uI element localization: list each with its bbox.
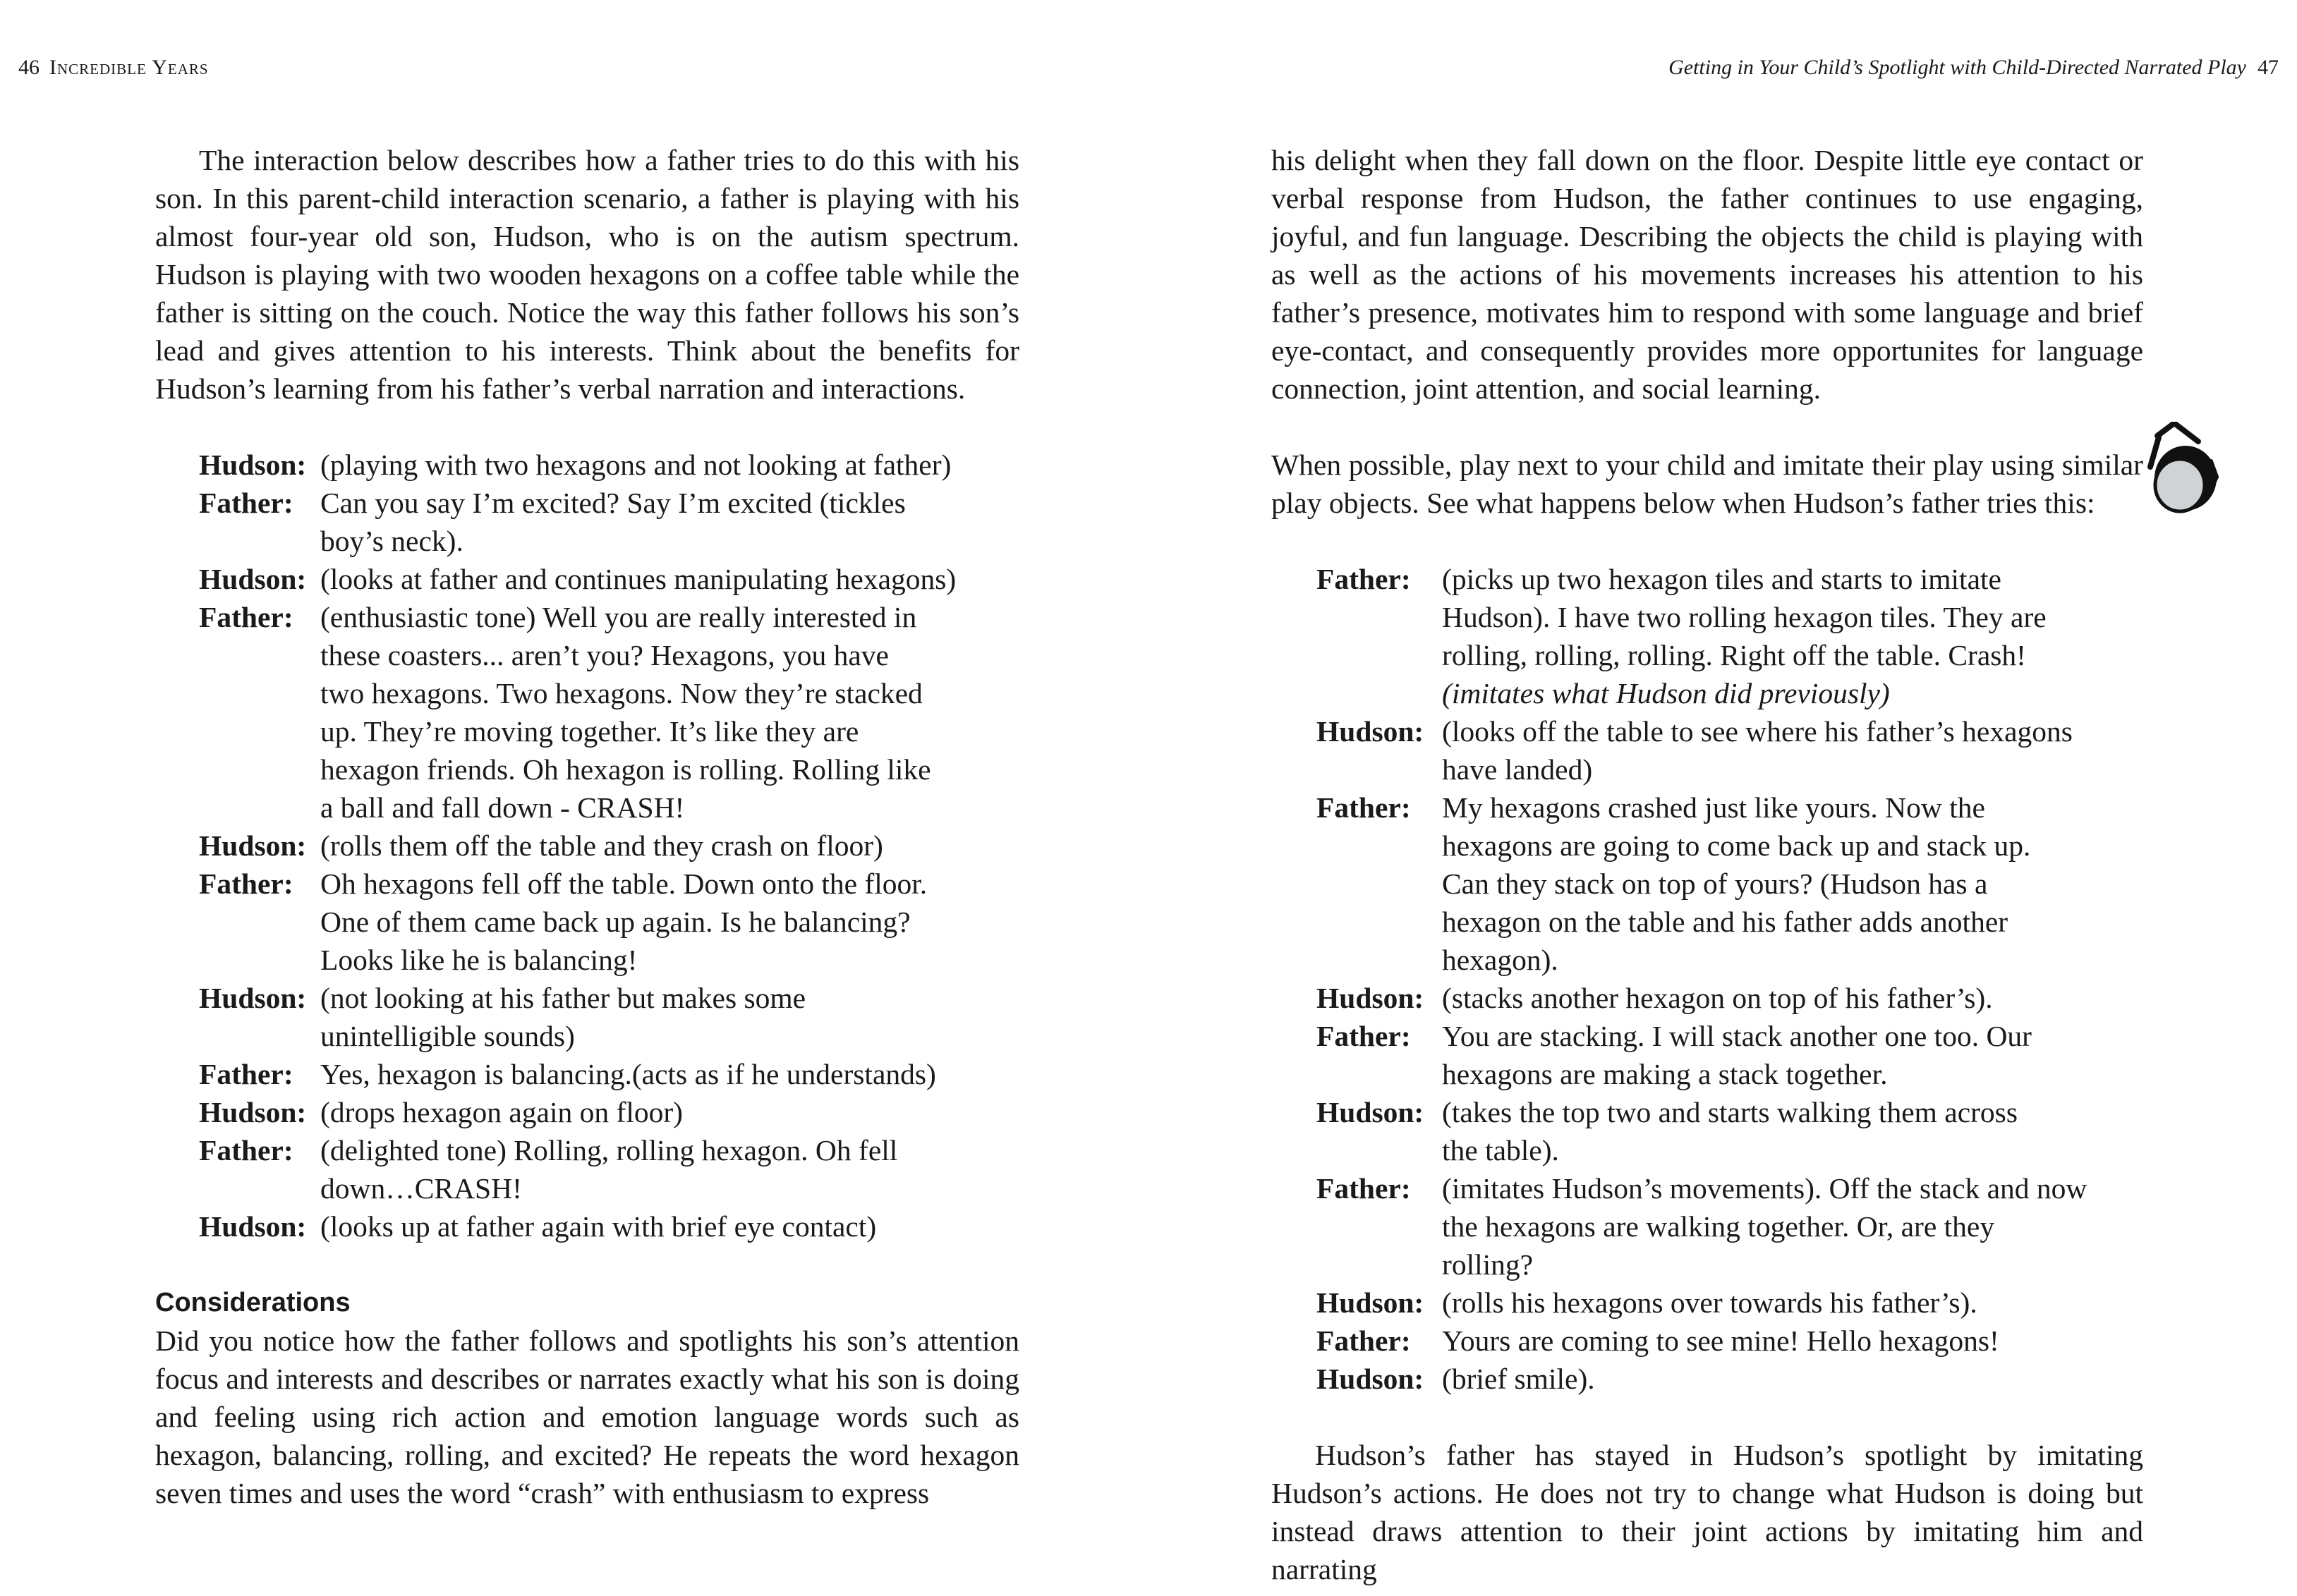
- speaker-label: Hudson:: [199, 1096, 307, 1128]
- dialogue-line: [199, 1131, 996, 1207]
- speech-text: (not looking at his father but makes some unintelligible sounds): [320, 982, 806, 1052]
- dialogue-line: [199, 560, 996, 598]
- considerations-paragraph: Did you notice how the father follows and spotlights his son’s attention focus and interests and describes or narrates exactly what his son is doing and feeling using rich action and emotion language words such as hexagon, balancing, rolling, and excited? He repeats the word hexagon seven times and uses the word “crash” with enthusiasm to express: [155, 1324, 1019, 1509]
- speaker-label: Hudson:: [199, 449, 307, 481]
- speaker-label: Father:: [1316, 563, 1411, 595]
- speaker-label: Father:: [199, 601, 293, 633]
- dialogue-line: [1316, 979, 2121, 1017]
- speaker-label: Hudson:: [1316, 1363, 1424, 1395]
- dialogue-line: [1316, 788, 2121, 979]
- speech-text: [1442, 560, 2121, 712]
- speech-text: (looks at father and continues manipulating hexagons): [320, 563, 957, 595]
- speaker-label: Father:: [199, 867, 293, 900]
- speech-main: (picks up two hexagon tiles and starts to imitate Hudson). I have two rolling hexagon tiles. They are rolling, rolling, rolling. Right off the table. Crash!: [1442, 563, 2047, 671]
- speech-text: (looks up at father again with brief eye contact): [320, 1210, 877, 1243]
- chapter-title: Getting in Your Child’s Spotlight with Child-Directed Narrated Play: [1668, 56, 2246, 79]
- left-page: [0, 0, 1148, 1596]
- dialogue-line: [199, 484, 996, 560]
- speaker-label: Hudson:: [199, 563, 307, 595]
- speaker-label: Hudson:: [1316, 715, 1424, 748]
- speaker-label: Father:: [1316, 1324, 1411, 1357]
- dialogue-line: [1316, 1093, 2121, 1169]
- tip-paragraph: When possible, play next to your child and imitate their play using similar play objects. See what happens below when Hudson’s father tries this:: [1271, 449, 2143, 519]
- speech-text: (playing with two hexagons and not looking at father): [320, 449, 952, 481]
- speaker-label: Father:: [1316, 1020, 1411, 1052]
- dialogue-line: [199, 598, 996, 827]
- dialogue-line: [1316, 1284, 2121, 1322]
- dialogue-line: [199, 979, 996, 1055]
- speaker-label: Hudson:: [1316, 1096, 1424, 1128]
- speaker-label: Hudson:: [1316, 982, 1424, 1014]
- dialogue-line: [199, 827, 996, 865]
- speech-text: Yes, hexagon is balancing.(acts as if he understands): [320, 1058, 936, 1090]
- speaker-label: Father:: [199, 1058, 293, 1090]
- speech-text: (imitates Hudson’s movements). Off the stack and now the hexagons are walking together. Or, are they rolling?: [1442, 1172, 2087, 1281]
- dialogue-line: [1316, 1360, 2121, 1398]
- intro-paragraph: The interaction below describes how a father tries to do this with his son. In this parent-child interaction scenario, a father is playing with his almost four-year old son, Hudson, who is on the autism spectrum. Hudson is playing with two wooden hexagons on a coffee table while the father is sitting on the couch. Notice the way this father follows his son’s lead and gives attention to his interests. Think about the benefits for Hudson’s learning from his father’s verbal narration and interactions.: [155, 144, 1019, 405]
- dialogue-line: [1316, 1322, 2121, 1360]
- dialogue-block: [199, 446, 996, 1245]
- speaker-label: Father:: [1316, 791, 1411, 824]
- speaker-label: Hudson:: [199, 829, 307, 862]
- dialogue-line: [199, 865, 996, 979]
- dialogue-line: [199, 1055, 996, 1093]
- dialogue-line: [199, 446, 996, 484]
- speech-text: (enthusiastic tone) Well you are really interested in these coasters... aren’t you? Hexagons, you have two hexagons. Two hexagons. Now they’re stacked up. They’re moving together. It’s like they are hexagon friends. Oh hexagon is rolling. Rolling like a ball and fall down - CRASH!: [320, 601, 931, 824]
- stage-direction: (imitates what Hudson did previously): [1442, 677, 1890, 709]
- book-title: Incredible Years: [49, 56, 209, 79]
- speaker-label: Hudson:: [199, 1210, 307, 1243]
- continued-paragraph: his delight when they fall down on the floor. Despite little eye contact or verbal response from Hudson, the father continues to use engaging, joyful, and fun language. Describing the objects the child is playing with as well as the actions of his movements increases his attention to his father’s presence, motivates him to respond with some language and brief eye-contact, and consequently provides more opportunites for language connection, joint attention, and social learning.: [1271, 144, 2143, 405]
- speech-text: My hexagons crashed just like yours. Now the hexagons are going to come back up and stack up. Can they stack on top of yours? (Hudson has a hexagon on the table and his father adds another hexagon).: [1442, 791, 2031, 976]
- speech-text: (delighted tone) Rolling, rolling hexagon. Oh fell down…CRASH!: [320, 1134, 898, 1205]
- speech-text: (brief smile).: [1442, 1363, 1595, 1395]
- dialogue-line: [199, 1093, 996, 1131]
- closing-paragraph: Hudson’s father has stayed in Hudson’s spotlight by imitating Hudson’s actions. He does not try to change what Hudson is doing but instead draws attention to their joint actions by imitating him and narrating: [1271, 1439, 2143, 1585]
- dialogue-line: [199, 1207, 996, 1245]
- speech-text: Oh hexagons fell off the table. Down onto the floor. One of them came back up again. Is he balancing? Looks like he is balancing!: [320, 867, 928, 976]
- speaker-label: Father:: [199, 1134, 293, 1166]
- dialogue-line: [1316, 1169, 2121, 1284]
- speech-text: Yours are coming to see mine! Hello hexagons!: [1442, 1324, 1999, 1357]
- speech-text: (stacks another hexagon on top of his father’s).: [1442, 982, 1993, 1014]
- page-number: 47: [2257, 56, 2279, 79]
- speaker-label: Hudson:: [199, 982, 307, 1014]
- page-number: 46: [18, 56, 40, 79]
- spotlight-icon: [2143, 422, 2221, 528]
- speech-text: (rolls them off the table and they crash on floor): [320, 829, 883, 862]
- speaker-label: Father:: [199, 487, 293, 519]
- speaker-label: Hudson:: [1316, 1286, 1424, 1319]
- speech-text: (rolls his hexagons over towards his father’s).: [1442, 1286, 1977, 1319]
- speech-text: (takes the top two and starts walking them across the table).: [1442, 1096, 2018, 1166]
- speech-text: You are stacking. I will stack another one too. Our hexagons are making a stack together.: [1442, 1020, 2032, 1090]
- right-page-body: [1271, 141, 2143, 1588]
- left-page-body: [155, 141, 1019, 1512]
- dialogue-line: [1316, 560, 2121, 712]
- dialogue-block: [1316, 560, 2121, 1398]
- running-head-left: [18, 54, 209, 82]
- running-head-right: [1668, 54, 2279, 82]
- speaker-label: Father:: [1316, 1172, 1411, 1205]
- dialogue-line: [1316, 712, 2121, 788]
- right-page: [1148, 0, 2297, 1596]
- dialogue-line: [1316, 1017, 2121, 1093]
- considerations-heading: Considerations: [155, 1288, 351, 1317]
- speech-text: (looks off the table to see where his father’s hexagons have landed): [1442, 715, 2073, 786]
- speech-text: (drops hexagon again on floor): [320, 1096, 683, 1128]
- speech-text: Can you say I’m excited? Say I’m excited (tickles boy’s neck).: [320, 487, 906, 557]
